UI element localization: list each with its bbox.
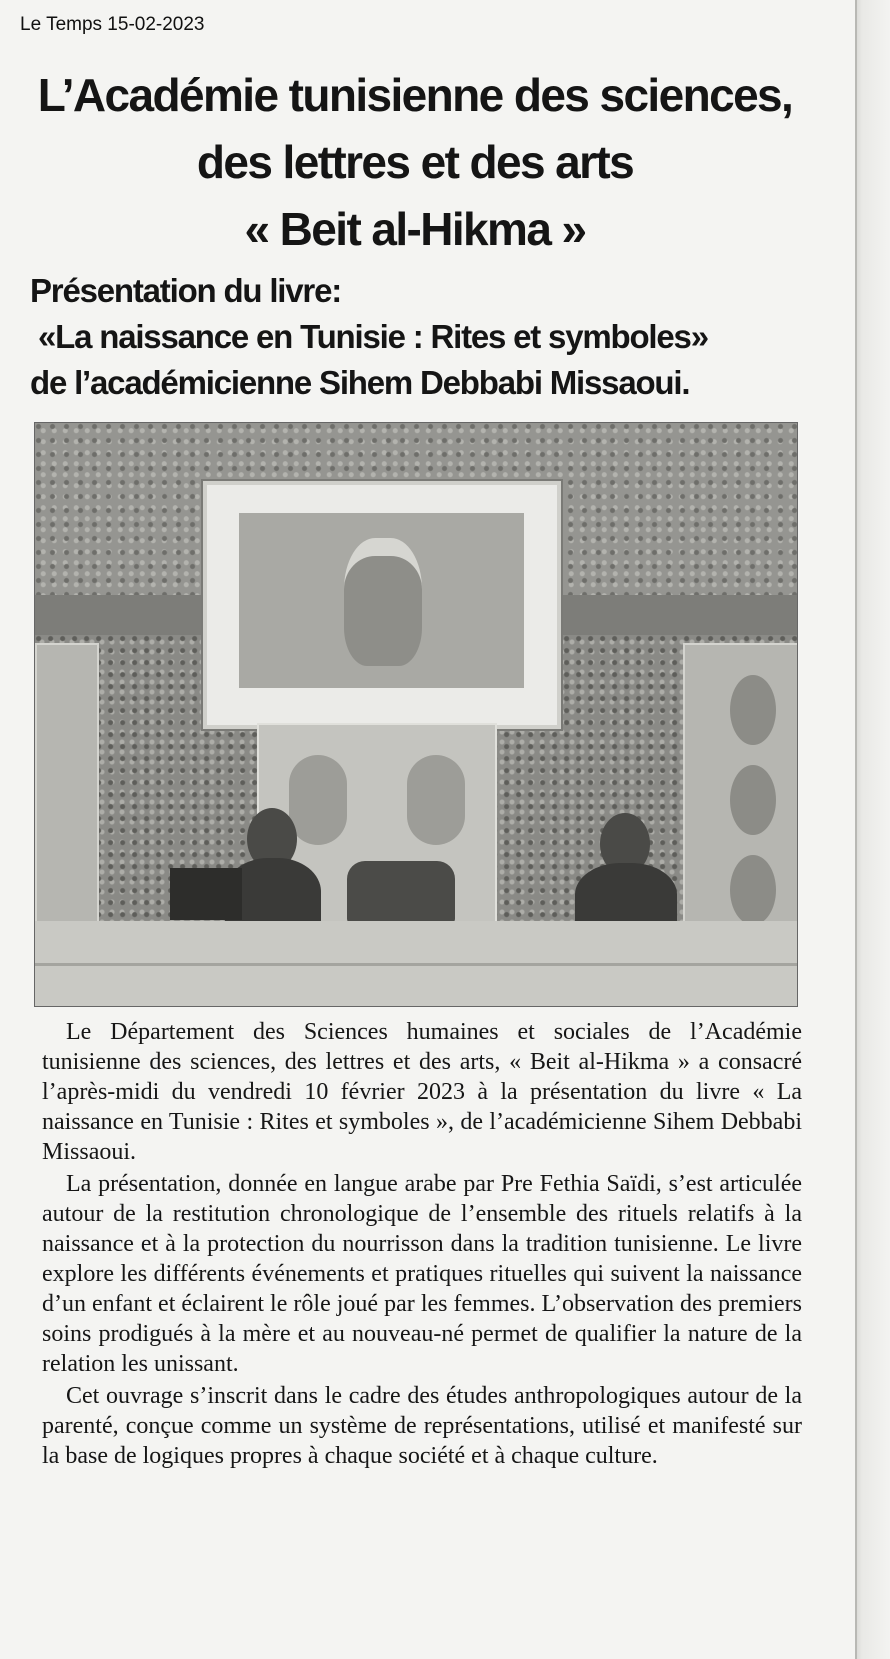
laptop: [170, 868, 242, 920]
scan-page-edge: [856, 0, 890, 1659]
headline: [20, 62, 810, 263]
article-body: [42, 1017, 802, 1473]
article-paragraph-1: Le Département des Sciences humaines et sociales de l’Académie tunisienne des sciences, des lettres et des arts, « Beit al-Hikma » a consacré l’après-midi du vendredi 10 février 2023 à la présentation du livre « La naissance en Tunisie : Rites et symboles », de l’académicienne Sihem Debbabi Missaoui.: [42, 1019, 802, 1165]
scan-page-divider: [855, 0, 857, 1659]
panel-ornament: [730, 855, 776, 925]
panel-ornament: [730, 675, 776, 745]
door-panel: [407, 755, 465, 845]
subhead-line-3: de l’académicienne Sihem Debbabi Missaoui.: [30, 364, 690, 401]
projected-portrait: [344, 538, 422, 666]
empty-chair: [347, 861, 455, 923]
tablecloth-edge: [35, 963, 797, 966]
headline-line-3: « Beit al-Hikma »: [244, 203, 586, 255]
left-wall-panel: [35, 643, 99, 937]
projection-screen: [203, 481, 561, 729]
article-paragraph-2: La présentation, donnée en langue arabe par Pre Fethia Saïdi, s’est articulée autour de la restitution chronologique de l’ensemble des rituels relatifs à la naissance et à la protection du nourrisson dans la tradition tunisienne. Le livre explore les différents événements et pratiques rituelles qui suivent la naissance d’un enfant et éclairent le rôle joué par les femmes. L’observation des premiers soins prodigués à la mère et au nouveau-né permet de qualifier la nature de la relation les unissant.: [42, 1171, 802, 1377]
subhead-line-2: «La naissance en Tunisie : Rites et symboles»: [38, 318, 708, 355]
headline-line-2: des lettres et des arts: [196, 136, 634, 188]
headline-line-1: L’Académie tunisienne des sciences,: [37, 69, 793, 121]
panel-ornament: [730, 765, 776, 835]
conference-photo: [34, 422, 798, 1007]
right-wall-panel: [683, 643, 798, 937]
subheadline: [30, 268, 820, 406]
source-label: Le Temps 15-02-2023: [20, 14, 205, 35]
subhead-line-1: Présentation du livre:: [30, 272, 342, 309]
article-paragraph-3: Cet ouvrage s’inscrit dans le cadre des études anthropologiques autour de la parenté, conçue comme un système de représentations, utilisé et manifesté sur la base de logiques propres à chaque société et à chaque culture.: [42, 1383, 802, 1469]
projected-image: [239, 513, 524, 688]
door-panel: [289, 755, 347, 845]
